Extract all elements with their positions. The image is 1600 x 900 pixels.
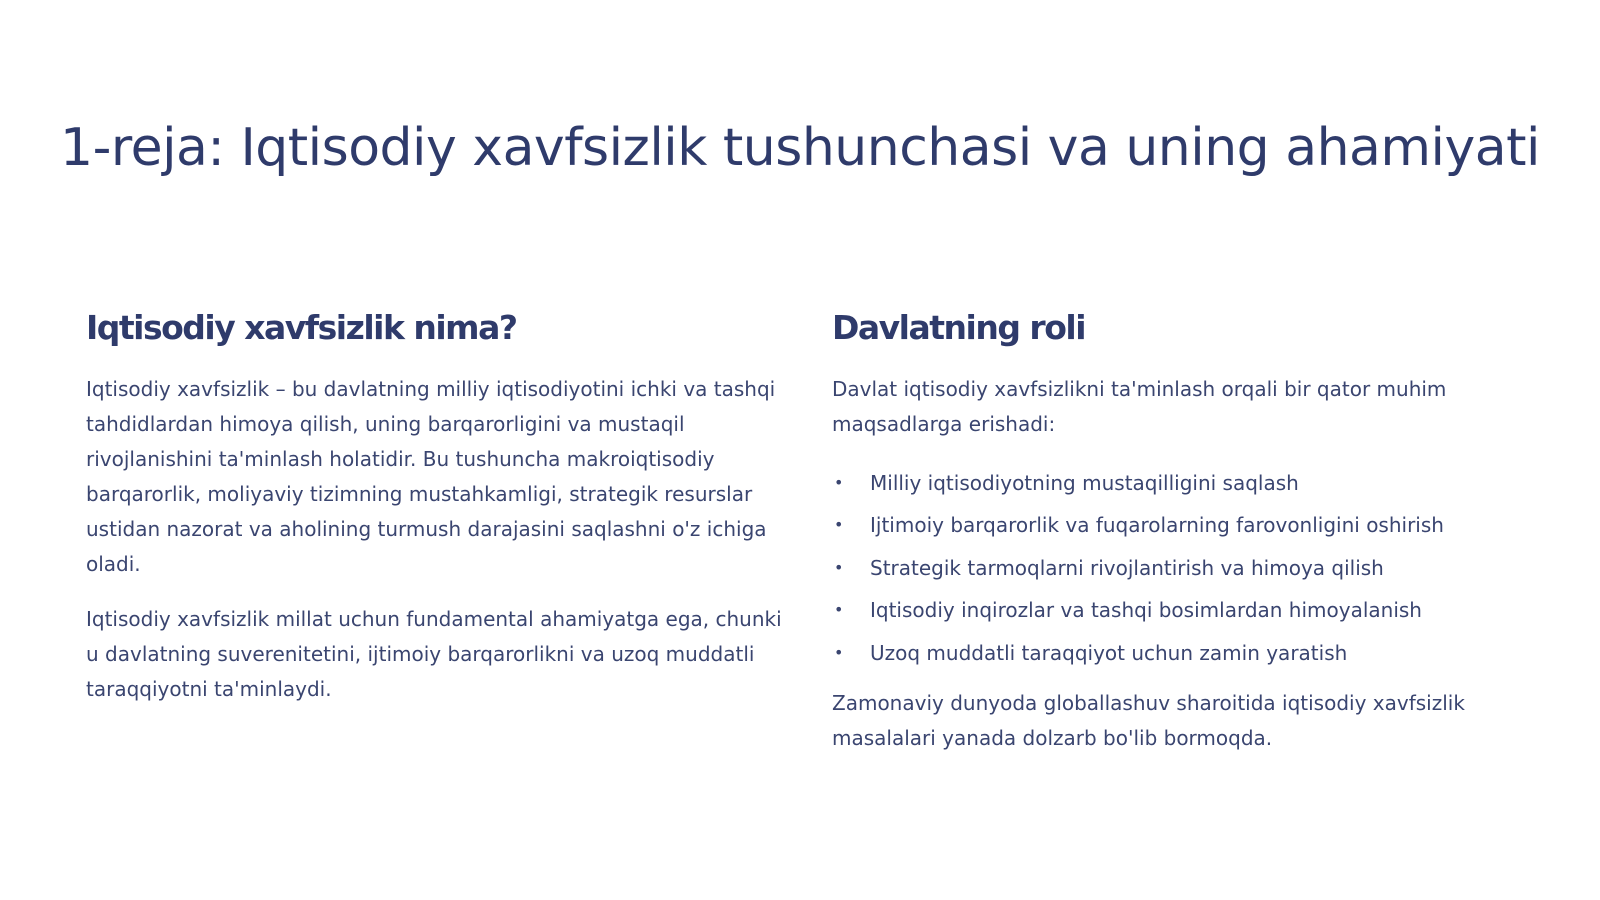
list-item xyxy=(832,504,1522,547)
list-item-text: Strategik tarmoqlarni rivojlantirish va himoya qilish xyxy=(870,555,1384,580)
state-role-heading: Davlatning roli xyxy=(832,308,1086,347)
list-item xyxy=(832,462,1522,505)
list-item-text: Uzoq muddatli taraqqiyot uchun zamin yaratish xyxy=(870,640,1348,665)
definition-paragraph: Iqtisodiy xavfsizlik – bu davlatning milliy iqtisodiyotini ichki va tashqi tahdidlardan himoya qilish, uning barqarorligini va mustaqil rivojlanishini ta'minlash holatidir. Bu tushuncha makroiqtisodiy barqarorlik, moliyaviy tizimning mustahkamligi, strategik resurslar ustidan nazorat va aholining turmush darajasini saqlashni o'z ichiga oladi. xyxy=(86,376,776,576)
bullet-icon: • xyxy=(834,472,844,492)
list-item xyxy=(832,547,1522,590)
list-item-text: Iqtisodiy inqirozlar va tashqi bosimlardan himoyalanish xyxy=(870,598,1422,623)
list-item xyxy=(832,589,1522,632)
goals-list xyxy=(832,462,1522,675)
bullet-icon: • xyxy=(834,515,844,535)
importance-paragraph: Iqtisodiy xavfsizlik millat uchun fundamental ahamiyatga ega, chunki u davlatning suverenitetini, ijtimoiy barqarorlikni va uzoq muddatli taraqqiyotni ta'minlaydi. xyxy=(86,606,782,701)
bullet-icon: • xyxy=(834,557,844,577)
list-item-text: Milliy iqtisodiyotning mustaqilligini saqlash xyxy=(870,470,1299,495)
state-role-outro: Zamonaviy dunyoda globallashuv sharoitida iqtisodiy xavfsizlik masalalari yanada dolzarb bo'lib bormoqda. xyxy=(832,691,1465,751)
bullet-icon: • xyxy=(834,642,844,662)
page-title: 1-reja: Iqtisodiy xavfsizlik tushunchasi va uning ahamiyati xyxy=(60,118,1540,178)
definition-heading: Iqtisodiy xavfsizlik nima? xyxy=(86,308,517,347)
list-item-text: Ijtimoiy barqarorlik va fuqarolarning farovonligini oshirish xyxy=(870,513,1444,538)
state-role-section xyxy=(832,308,1522,776)
list-item xyxy=(832,632,1522,675)
bullet-icon: • xyxy=(834,600,844,620)
definition-section xyxy=(86,308,786,727)
state-role-intro: Davlat iqtisodiy xavfsizlikni ta'minlash orqali bir qator muhim maqsadlarga erishadi: xyxy=(832,376,1447,436)
